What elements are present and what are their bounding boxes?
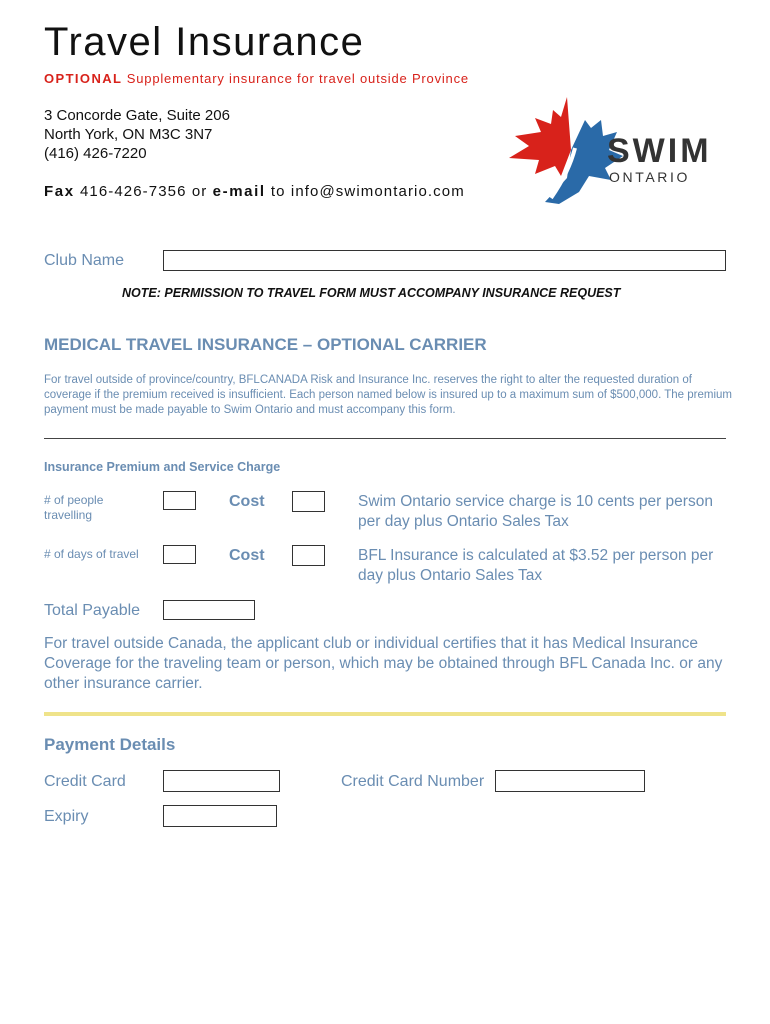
medical-insurance-heading: MEDICAL TRAVEL INSURANCE – OPTIONAL CARRIER: [44, 335, 487, 354]
logo-word-ontario: ONTARIO: [609, 169, 690, 185]
service-charge-description: Swim Ontario service charge is 10 cents per person per day plus Ontario Sales Tax: [358, 493, 713, 530]
page-subtitle: [44, 71, 469, 86]
credit-card-input[interactable]: [163, 770, 280, 792]
fax-number: 416-426-7356: [79, 183, 187, 200]
fax-email-line: [44, 183, 465, 200]
or-text: or: [191, 183, 208, 200]
medical-insurance-paragraph: For travel outside of province/country, BFLCANADA Risk and Insurance Inc. reserves the right to alter the requested duration of coverage if the premium received is insufficient. Each person named below is insured up to a maximum sum of $500,000. The premium payment must be made payable to Swim Ontario and must accompany this form.: [44, 374, 733, 416]
permission-note: NOTE: PERMISSION TO TRAVEL FORM MUST ACCOMPANY INSURANCE REQUEST: [122, 286, 621, 300]
email-label: e-mail: [212, 183, 266, 200]
cost-label-1: Cost: [229, 493, 265, 510]
email-address[interactable]: to info@swimontario.com: [270, 183, 465, 200]
total-payable-input[interactable]: [163, 600, 255, 620]
club-name-input[interactable]: [163, 250, 726, 271]
expiry-input[interactable]: [163, 805, 277, 827]
days-of-travel-input[interactable]: [163, 545, 196, 564]
people-travelling-label: # of people travelling: [44, 493, 104, 522]
club-name-label: Club Name: [44, 252, 125, 269]
address-line-2: North York, ON M3C 3N7: [44, 126, 213, 143]
credit-card-number-input[interactable]: [495, 770, 645, 792]
subtitle-text: Supplementary insurance for travel outside Province: [126, 71, 469, 86]
premium-heading: Insurance Premium and Service Charge: [44, 460, 281, 474]
people-travelling-input[interactable]: [163, 491, 196, 510]
address-line-1: 3 Concorde Gate, Suite 206: [44, 107, 230, 124]
optional-label: OPTIONAL: [44, 71, 123, 86]
swim-ontario-logo: [505, 92, 730, 207]
cost-label-2: Cost: [229, 547, 265, 564]
total-payable-label: Total Payable: [44, 602, 141, 619]
credit-card-label: Credit Card: [44, 773, 126, 790]
bfl-insurance-description: BFL Insurance is calculated at $3.52 per person per day plus Ontario Sales Tax: [358, 547, 714, 584]
expiry-label: Expiry: [44, 808, 89, 825]
credit-card-number-label: Credit Card Number: [341, 773, 485, 790]
payment-details-heading: Payment Details: [44, 735, 176, 754]
page-title: Travel Insurance: [44, 20, 365, 64]
section-divider: [44, 438, 726, 439]
cost-input-2[interactable]: [292, 545, 325, 566]
fax-label: Fax: [44, 183, 75, 200]
logo-word-swim: SWIM: [607, 132, 712, 170]
cost-input-1[interactable]: [292, 491, 325, 512]
address-phone: (416) 426-7220: [44, 145, 147, 162]
yellow-divider: [44, 712, 726, 716]
outside-canada-paragraph: For travel outside Canada, the applicant club or individual certifies that it has Medical Insurance Coverage for the traveling team or person, which may be obtained through BFL Canada Inc. or any other insurance carrier.: [44, 635, 723, 692]
days-of-travel-label: # of days of travel: [44, 547, 139, 561]
